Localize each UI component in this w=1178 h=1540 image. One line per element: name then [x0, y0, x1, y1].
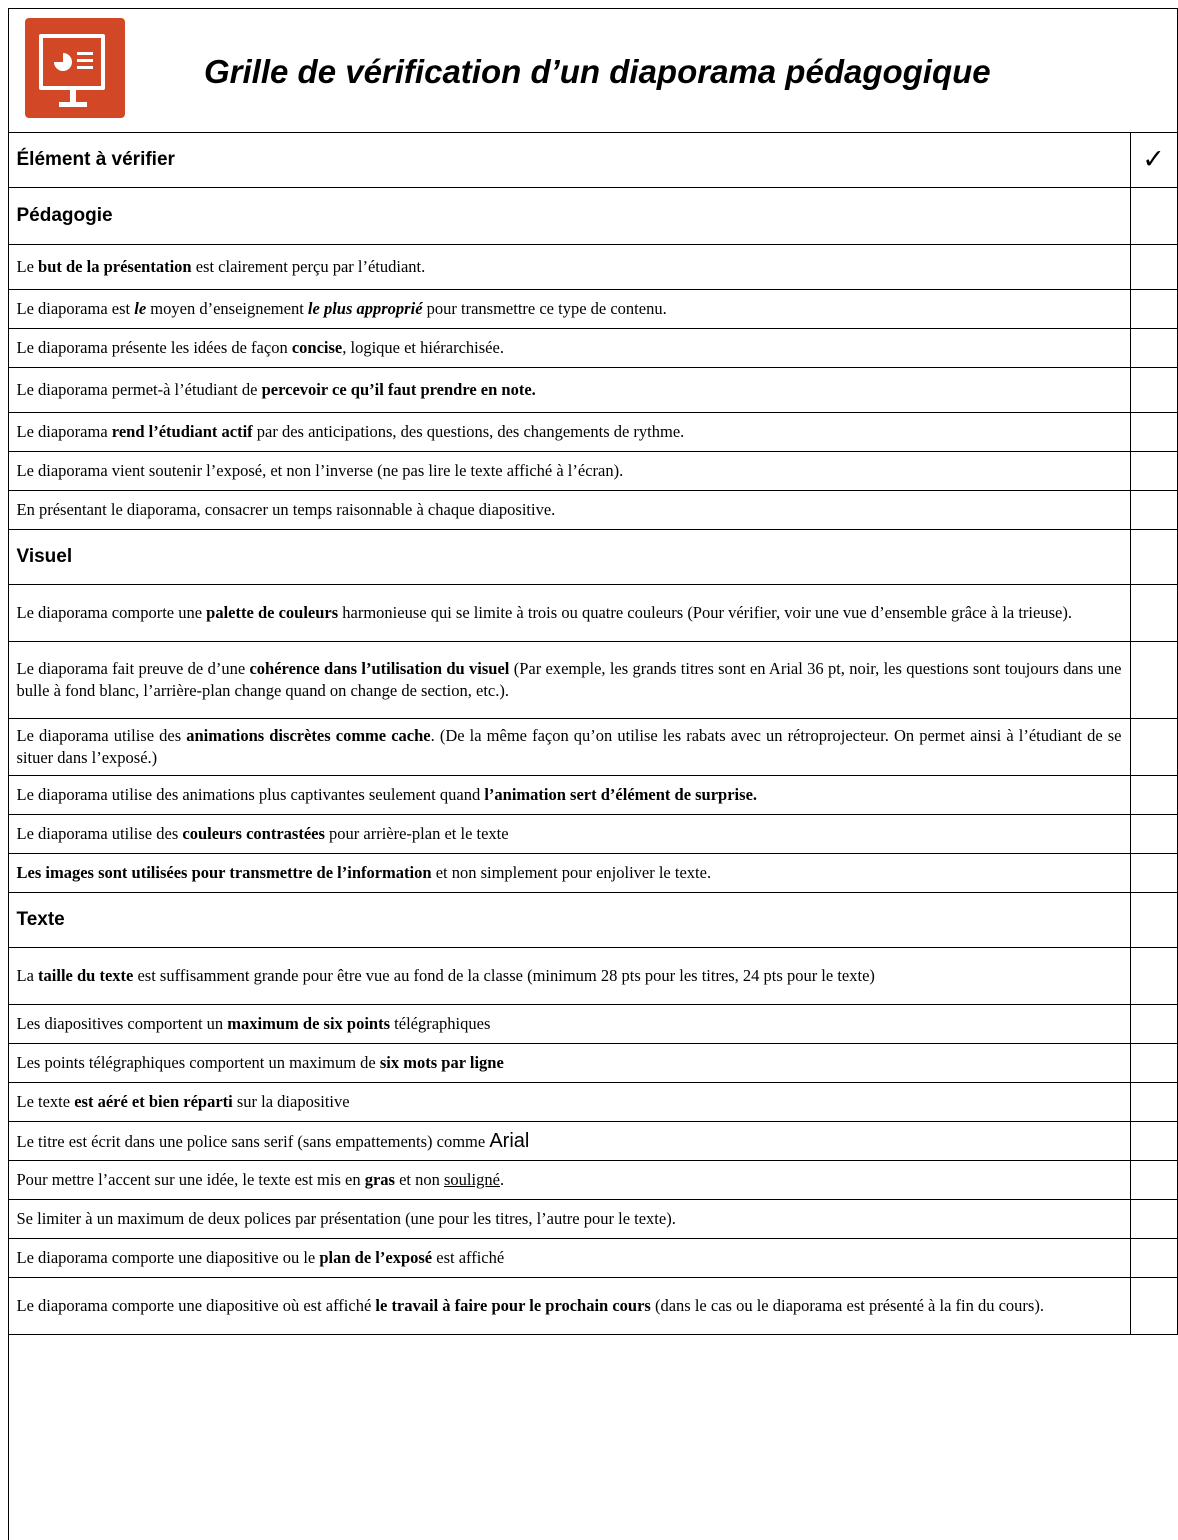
item-text: Pour mettre l’accent sur une idée, le texte est mis en gras et non souligné.	[8, 1161, 1130, 1200]
checklist-item-row	[8, 1239, 1177, 1278]
column-header-item: Élément à vérifier	[8, 133, 1130, 188]
check-cell[interactable]	[1130, 815, 1177, 854]
item-text: Le texte est aéré et bien réparti sur la diapositive	[8, 1083, 1130, 1122]
check-cell[interactable]	[1130, 854, 1177, 893]
checklist-item-row	[8, 368, 1177, 413]
check-cell[interactable]	[1130, 188, 1177, 245]
check-cell[interactable]	[1130, 290, 1177, 329]
check-cell[interactable]	[1130, 452, 1177, 491]
table-header-row	[8, 133, 1177, 188]
document-header	[9, 9, 1178, 132]
checklist-item-row	[8, 1122, 1177, 1161]
item-text: Le titre est écrit dans une police sans serif (sans empattements) comme Arial	[8, 1122, 1130, 1161]
item-text: La taille du texte est suffisamment grande pour être vue au fond de la classe (minimum 28 pts pour les titres, 24 pts pour le texte)	[8, 948, 1130, 1005]
item-text: Le diaporama comporte une palette de couleurs harmonieuse qui se limite à trois ou quatre couleurs (Pour vérifier, voir une vue d’ensemble grâce à la trieuse).	[8, 585, 1130, 642]
item-text: Se limiter à un maximum de deux polices par présentation (une pour les titres, l’autre pour le texte).	[8, 1200, 1130, 1239]
item-text: Le diaporama utilise des couleurs contrastées pour arrière-plan et le texte	[8, 815, 1130, 854]
item-text: Le diaporama est le moyen d’enseignement le plus approprié pour transmettre ce type de contenu.	[8, 290, 1130, 329]
section-title: Pédagogie	[8, 188, 1130, 245]
item-text: Les images sont utilisées pour transmettre de l’information et non simplement pour enjoliver le texte.	[8, 854, 1130, 893]
column-header-check: ✓	[1130, 133, 1177, 188]
section-row	[8, 188, 1177, 245]
check-cell[interactable]	[1130, 1122, 1177, 1161]
checklist-item-row	[8, 1200, 1177, 1239]
checklist-item-row	[8, 948, 1177, 1005]
check-cell[interactable]	[1130, 1083, 1177, 1122]
section-row	[8, 530, 1177, 585]
section-row	[8, 893, 1177, 948]
check-cell[interactable]	[1130, 368, 1177, 413]
checklist-item-row	[8, 245, 1177, 290]
pie-chart-icon	[53, 52, 73, 72]
checklist-item-row	[8, 491, 1177, 530]
check-cell[interactable]	[1130, 776, 1177, 815]
check-cell[interactable]	[1130, 413, 1177, 452]
check-cell[interactable]	[1130, 1239, 1177, 1278]
checklist-table	[8, 132, 1178, 1335]
check-cell[interactable]	[1130, 329, 1177, 368]
check-cell[interactable]	[1130, 642, 1177, 719]
item-text: Le diaporama vient soutenir l’exposé, et non l’inverse (ne pas lire le texte affiché à l’écran).	[8, 452, 1130, 491]
item-text: Le diaporama présente les idées de façon concise, logique et hiérarchisée.	[8, 329, 1130, 368]
presentation-icon	[25, 18, 125, 118]
checklist-item-row	[8, 413, 1177, 452]
check-cell[interactable]	[1130, 1161, 1177, 1200]
section-title: Texte	[8, 893, 1130, 948]
page-title: Grille de vérification d’un diaporama pédagogique	[204, 53, 991, 90]
check-cell[interactable]	[1130, 245, 1177, 290]
check-cell[interactable]	[1130, 530, 1177, 585]
checklist-item-row	[8, 1044, 1177, 1083]
checklist-item-row	[8, 719, 1177, 776]
item-text: Le diaporama permet-à l’étudiant de percevoir ce qu’il faut prendre en note.	[8, 368, 1130, 413]
item-text: Le diaporama rend l’étudiant actif par des anticipations, des questions, des changements de rythme.	[8, 413, 1130, 452]
check-cell[interactable]	[1130, 1278, 1177, 1335]
checklist-item-row	[8, 452, 1177, 491]
item-text: Le diaporama fait preuve de d’une cohérence dans l’utilisation du visuel (Par exemple, les grands titres sont en Arial 36 pt, noir, les questions sont toujours dans une bulle à fond blanc, l’arrière-plan change quand on change de section, etc.).	[8, 642, 1130, 719]
item-text: Le diaporama comporte une diapositive où est affiché le travail à faire pour le prochain cours (dans le cas ou le diaporama est présenté à la fin du cours).	[8, 1278, 1130, 1335]
check-cell[interactable]	[1130, 491, 1177, 530]
item-text: Les diapositives comportent un maximum de six points télégraphiques	[8, 1005, 1130, 1044]
item-text: Le but de la présentation est clairement perçu par l’étudiant.	[8, 245, 1130, 290]
bullet-lines-icon	[77, 52, 93, 73]
checklist-item-row	[8, 854, 1177, 893]
item-text: Les points télégraphiques comportent un maximum de six mots par ligne	[8, 1044, 1130, 1083]
checklist-item-row	[8, 1161, 1177, 1200]
checklist-item-row	[8, 776, 1177, 815]
checklist-item-row	[8, 329, 1177, 368]
check-cell[interactable]	[1130, 893, 1177, 948]
checklist-item-row	[8, 815, 1177, 854]
section-title: Visuel	[8, 530, 1130, 585]
checklist-item-row	[8, 585, 1177, 642]
checklist-item-row	[8, 1083, 1177, 1122]
check-cell[interactable]	[1130, 719, 1177, 776]
check-cell[interactable]	[1130, 585, 1177, 642]
check-cell[interactable]	[1130, 948, 1177, 1005]
item-text: En présentant le diaporama, consacrer un temps raisonnable à chaque diapositive.	[8, 491, 1130, 530]
checklist-item-row	[8, 642, 1177, 719]
item-text: Le diaporama utilise des animations discrètes comme cache. (De la même façon qu’on utilise les rabats avec un rétroprojecteur. On permet ainsi à l’étudiant de se situer dans l’exposé.)	[8, 719, 1130, 776]
checklist-page	[8, 8, 1178, 1540]
item-text: Le diaporama utilise des animations plus captivantes seulement quand l’animation sert d’élément de surprise.	[8, 776, 1130, 815]
checklist-item-row	[8, 1278, 1177, 1335]
check-cell[interactable]	[1130, 1044, 1177, 1083]
item-text: Le diaporama comporte une diapositive ou le plan de l’exposé est affiché	[8, 1239, 1130, 1278]
check-cell[interactable]	[1130, 1005, 1177, 1044]
checklist-item-row	[8, 290, 1177, 329]
checklist-item-row	[8, 1005, 1177, 1044]
check-cell[interactable]	[1130, 1200, 1177, 1239]
